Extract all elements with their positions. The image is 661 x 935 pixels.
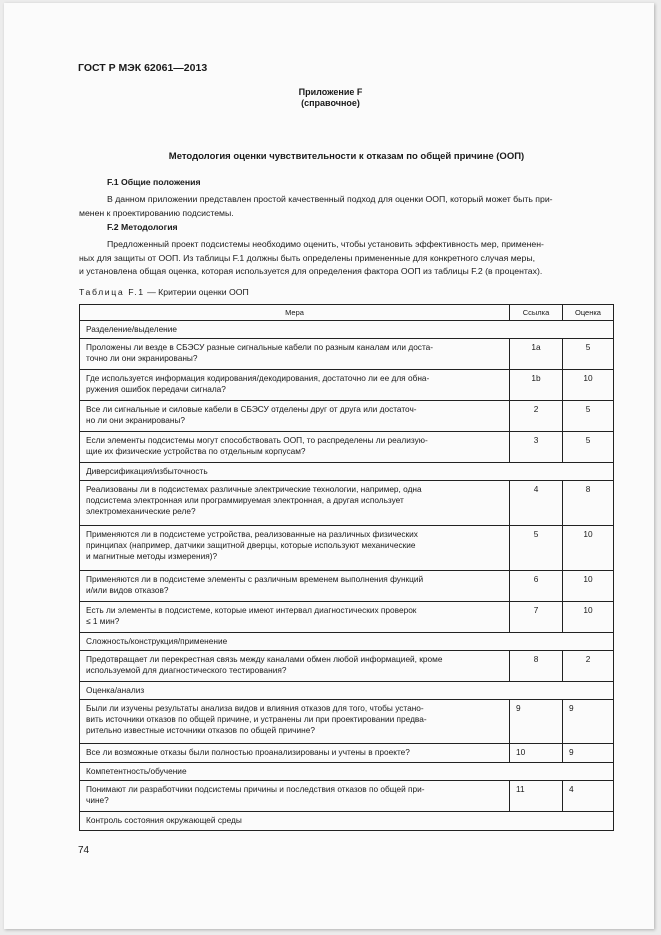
measure-question bbox=[80, 700, 510, 744]
table-row bbox=[80, 571, 614, 602]
page-number: 74 bbox=[78, 845, 90, 856]
table-caption-text: — Критерии оценки ООП bbox=[144, 287, 249, 297]
document-title: Методология оценки чувствительности к отказам по общей причине (ООП) bbox=[168, 151, 525, 162]
ref-cell: 1b bbox=[510, 370, 563, 401]
table-row bbox=[80, 602, 614, 633]
score-cell: 9 bbox=[563, 700, 614, 744]
table-row bbox=[80, 651, 614, 682]
question-line: Проложены ли везде в СБЭСУ разные сигнальные кабели по разным каналам или доста- bbox=[86, 342, 434, 352]
section-paragraph bbox=[79, 238, 614, 279]
question-line: Есть ли элементы в подсистеме, которые имеют интервал диагностических проверок bbox=[86, 605, 417, 615]
table-row bbox=[80, 781, 614, 812]
ref-cell: 3 bbox=[510, 432, 563, 463]
question-line: Применяются ли в подсистеме элементы с различным временем выполнения функций bbox=[86, 574, 424, 584]
measure-question bbox=[80, 339, 510, 370]
question-line: но ли они экранированы? bbox=[86, 415, 186, 425]
measure-question bbox=[80, 651, 510, 682]
paragraph-line: Предложенный проект подсистемы необходимо оценить, чтобы установить эффективность мер, применен- bbox=[107, 239, 544, 249]
paragraph-line: и установлена общая оценка, которая используется для определения фактора ООП из таблицы F.2 (в процентах). bbox=[79, 266, 543, 276]
score-cell: 9 bbox=[563, 744, 614, 763]
table-caption bbox=[79, 287, 249, 297]
question-line: используемой для диагностического тестирования? bbox=[86, 665, 287, 675]
table-row bbox=[80, 432, 614, 463]
table-header-row bbox=[80, 305, 614, 321]
section-heading: F.1 Общие положения bbox=[107, 177, 201, 187]
ref-cell: 1a bbox=[510, 339, 563, 370]
measure-question bbox=[80, 781, 510, 812]
category-label: Разделение/выделение bbox=[80, 321, 614, 339]
ref-cell: 8 bbox=[510, 651, 563, 682]
question-line: точно ли они экранированы? bbox=[86, 353, 198, 363]
appendix-subtitle: (справочное) bbox=[301, 98, 360, 108]
question-line: и магнитные методы измерения)? bbox=[86, 551, 218, 561]
measure-question bbox=[80, 370, 510, 401]
question-line: Все ли сигнальные и силовые кабели в СБЭСУ отделены друг от друга или достаточ- bbox=[86, 404, 417, 414]
score-cell: 2 bbox=[563, 651, 614, 682]
question-line: и/или видов отказов? bbox=[86, 585, 169, 595]
paragraph-line: менен к проектированию подсистемы. bbox=[79, 207, 234, 218]
table-category-row bbox=[80, 633, 614, 651]
standard-header: ГОСТ Р МЭК 62061—2013 bbox=[78, 62, 208, 74]
question-line: Все ли возможные отказы были полностью проанализированы и учтены в проекте? bbox=[86, 747, 410, 757]
section-paragraph bbox=[79, 193, 614, 220]
table-row bbox=[80, 339, 614, 370]
ref-cell: 2 bbox=[510, 401, 563, 432]
category-label: Контроль состояния окружающей среды bbox=[80, 812, 614, 831]
section-heading: F.2 Методология bbox=[107, 222, 178, 232]
question-line: Были ли изучены результаты анализа видов и влияния отказов для того, чтобы устано- bbox=[86, 703, 424, 713]
category-label: Диверсификация/избыточность bbox=[80, 463, 614, 481]
question-line: рительно известные источники отказов по общей причине? bbox=[86, 725, 315, 735]
header-score: Оценка bbox=[563, 305, 614, 321]
table-row bbox=[80, 744, 614, 763]
table-category-row bbox=[80, 812, 614, 831]
table-category-row bbox=[80, 463, 614, 481]
question-line: Предотвращает ли перекрестная связь между каналами обмен любой информацией, кроме bbox=[86, 654, 443, 664]
table-row bbox=[80, 526, 614, 571]
question-line: принципах (например, датчики защитной дверцы, которые используют механические bbox=[86, 540, 416, 550]
header-ref: Ссылка bbox=[510, 305, 563, 321]
measure-question bbox=[80, 602, 510, 633]
measure-question bbox=[80, 744, 510, 763]
ref-cell: 11 bbox=[510, 781, 563, 812]
header-measure: Мера bbox=[80, 305, 510, 321]
score-cell: 5 bbox=[563, 432, 614, 463]
appendix-title: Приложение F bbox=[298, 87, 363, 97]
score-cell: 4 bbox=[563, 781, 614, 812]
ref-cell: 9 bbox=[510, 700, 563, 744]
table-row bbox=[80, 401, 614, 432]
measure-question bbox=[80, 526, 510, 571]
ref-cell: 5 bbox=[510, 526, 563, 571]
criteria-table bbox=[79, 304, 614, 831]
category-label: Компетентность/обучение bbox=[80, 763, 614, 781]
paragraph-line: ных для защиты от ООП. Из таблицы F.1 должны быть определены примененные для конкретного случая меры, bbox=[79, 252, 536, 263]
score-cell: 10 bbox=[563, 526, 614, 571]
score-cell: 8 bbox=[563, 481, 614, 526]
ref-cell: 4 bbox=[510, 481, 563, 526]
question-line: Понимают ли разработчики подсистемы причины и последствия отказов по общей при- bbox=[86, 784, 425, 794]
question-line: Реализованы ли в подсистемах различные электрические технологии, например, одна bbox=[86, 484, 422, 494]
measure-question bbox=[80, 432, 510, 463]
table-row bbox=[80, 370, 614, 401]
ref-cell: 10 bbox=[510, 744, 563, 763]
table-body bbox=[80, 321, 614, 831]
question-line: щие их физические устройства по отдельным корпусам? bbox=[86, 446, 306, 456]
category-label: Сложность/конструкция/применение bbox=[80, 633, 614, 651]
question-line: Если элементы подсистемы могут способствовать ООП, то распределены ли реализую- bbox=[86, 435, 428, 445]
measure-question bbox=[80, 571, 510, 602]
paragraph-line: В данном приложении представлен простой качественный подход для оценки ООП, который может быть при- bbox=[107, 194, 553, 204]
question-line: ружения ошибок передачи сигнала? bbox=[86, 384, 226, 394]
score-cell: 10 bbox=[563, 602, 614, 633]
score-cell: 5 bbox=[563, 339, 614, 370]
question-line: вить источники отказов по общей причине, и устранены ли при проектировании предва- bbox=[86, 714, 427, 724]
ref-cell: 7 bbox=[510, 602, 563, 633]
table-row bbox=[80, 481, 614, 526]
question-line: подсистема электронная или программируемая электронная, а другая использует bbox=[86, 495, 404, 505]
question-line: ≤ 1 мин? bbox=[86, 616, 120, 626]
table-caption-label: Таблица F.1 bbox=[79, 287, 145, 297]
score-cell: 10 bbox=[563, 370, 614, 401]
table-category-row bbox=[80, 763, 614, 781]
category-label: Оценка/анализ bbox=[80, 682, 614, 700]
question-line: электромеханические реле? bbox=[86, 506, 196, 516]
question-line: чине? bbox=[86, 795, 109, 805]
question-line: Где используется информация кодирования/декодирования, достаточно ли ее для обна- bbox=[86, 373, 430, 383]
question-line: Применяются ли в подсистеме устройства, реализованные на различных физических bbox=[86, 529, 418, 539]
score-cell: 10 bbox=[563, 571, 614, 602]
table-category-row bbox=[80, 682, 614, 700]
ref-cell: 6 bbox=[510, 571, 563, 602]
table-row bbox=[80, 700, 614, 744]
measure-question bbox=[80, 401, 510, 432]
table-category-row bbox=[80, 321, 614, 339]
measure-question bbox=[80, 481, 510, 526]
score-cell: 5 bbox=[563, 401, 614, 432]
